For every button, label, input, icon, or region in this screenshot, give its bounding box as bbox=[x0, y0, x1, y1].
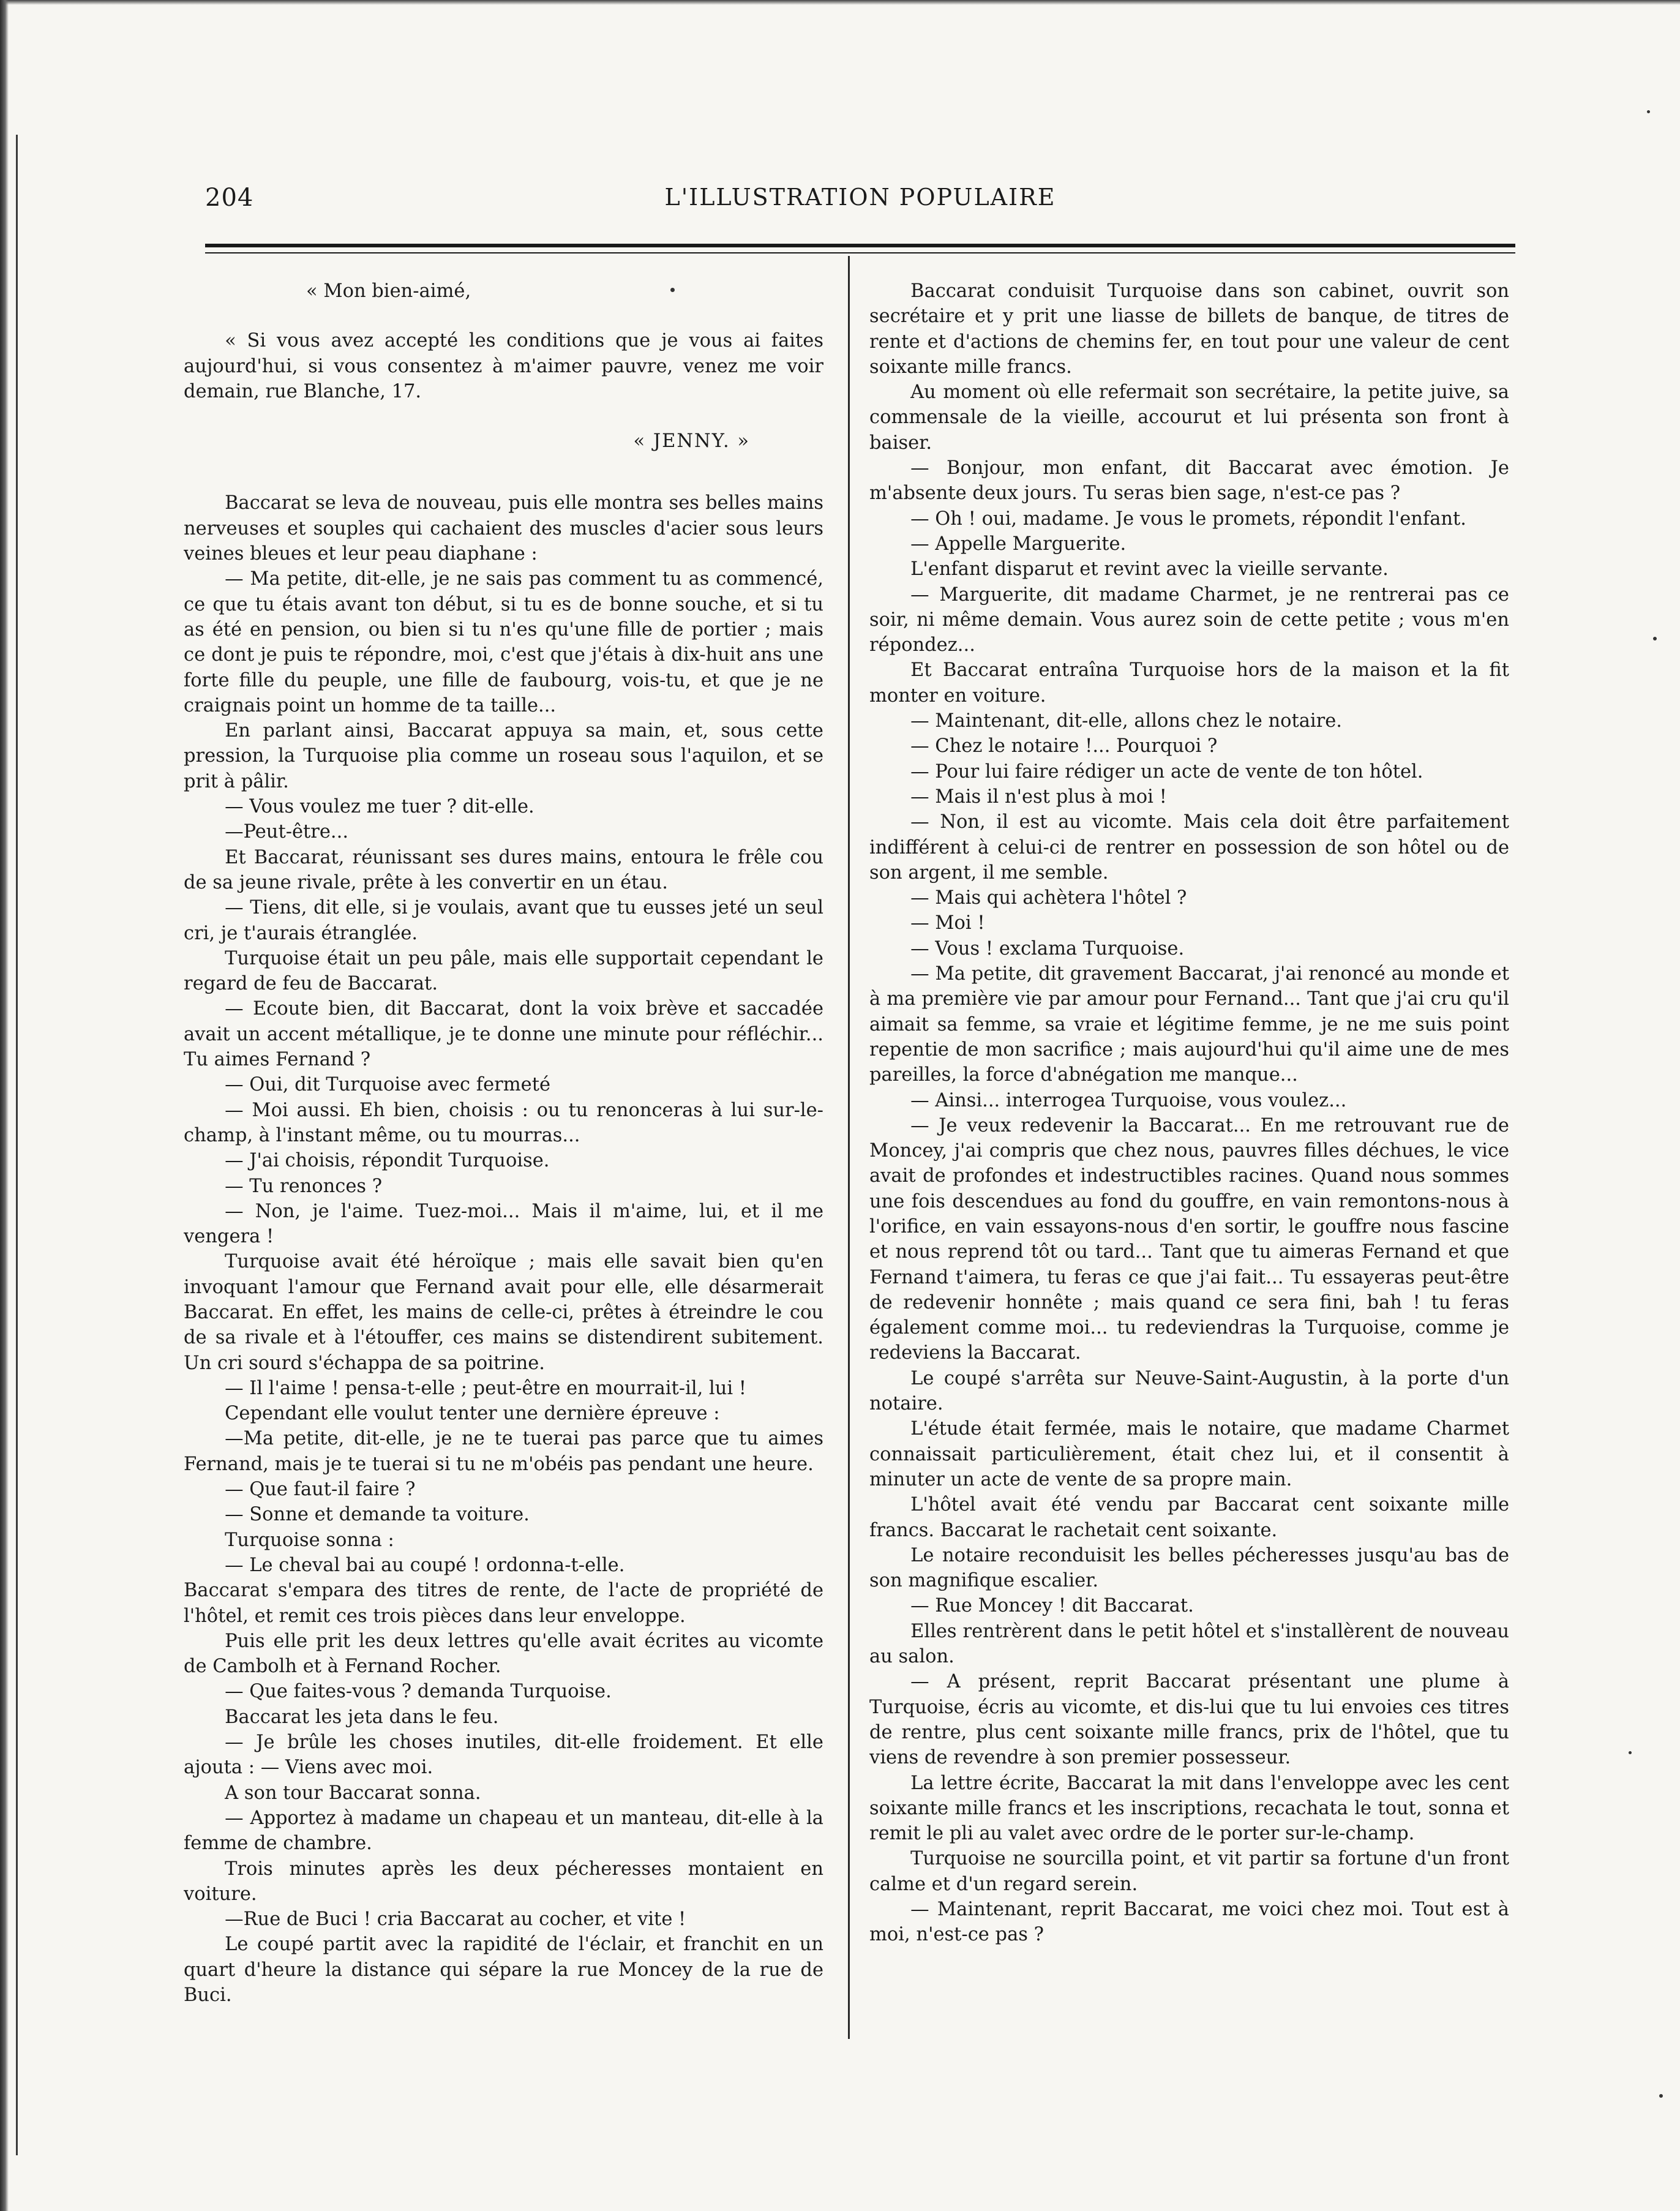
paragraph: — Que faut-il faire ? bbox=[225, 1479, 416, 1501]
paragraph: — Il l'aime ! pensa-t-elle ; peut-être en mourrait-il, lui ! bbox=[225, 1377, 747, 1399]
paragraph: —Ma petite, dit-elle, je ne te tuerai pas parce que tu aimes Fernand, mais je te tuerai si tu ne m'obéis pas pendant une heure. bbox=[184, 1428, 823, 1475]
paragraph: Le coupé partit avec la rapidité de l'éclair, et franchit en un quart d'heure la distance qui sépare la rue Moncey de la rue de Buci. bbox=[184, 1934, 823, 2006]
paragraph: — Moi aussi. Eh bien, choisis : ou tu renonceras à lui sur-le-champ, à l'instant même, ou tu mourras... bbox=[184, 1099, 823, 1146]
paragraph: — Pour lui faire rédiger un acte de vente de ton hôtel. bbox=[910, 760, 1423, 783]
scan-binding-line bbox=[16, 135, 18, 2155]
paragraph: —Peut-être... bbox=[225, 821, 349, 843]
paragraph: — Oh ! oui, madame. Je vous le promets, répondit l'enfant. bbox=[910, 508, 1466, 530]
paragraph: En parlant ainsi, Baccarat appuya sa main, et, sous cette pression, la Turquoise plia comme un roseau sous l'aquilon, et se prit à pâlir. bbox=[184, 720, 823, 792]
paragraph: L'hôtel avait été vendu par Baccarat cent soixante mille francs. Baccarat le rachetait cent soixante. bbox=[869, 1494, 1509, 1541]
print-speck bbox=[1629, 1751, 1632, 1754]
right-column bbox=[869, 279, 1509, 2042]
paragraph: Et Baccarat, réunissant ses dures mains, entoura le frêle cou de sa jeune rivale, prête à les convertir en un étau. bbox=[184, 846, 823, 893]
paragraph: — Marguerite, dit madame Charmet, je ne rentrerai pas ce soir, ni même demain. Vous aurez soin de cette petite ; vous m'en répondez... bbox=[869, 584, 1509, 656]
paragraph: A son tour Baccarat sonna. bbox=[225, 1782, 481, 1804]
running-title: L'ILLUSTRATION POPULAIRE bbox=[664, 184, 1056, 211]
paragraph: — Chez le notaire !... Pourquoi ? bbox=[910, 735, 1218, 757]
paragraph: — Que faites-vous ? demanda Turquoise. bbox=[225, 1681, 612, 1703]
print-speck bbox=[1659, 2094, 1663, 2098]
paragraph: La lettre écrite, Baccarat la mit dans l'enveloppe avec les cent soixante mille francs et les inscriptions, recachata le tout, sonna et remit le pli au valet avec ordre de le porter sur-le-champ. bbox=[869, 1772, 1509, 1845]
paragraph: Elles rentrèrent dans le petit hôtel et s'installèrent de nouveau au salon. bbox=[869, 1620, 1509, 1668]
paragraph: — Ecoute bien, dit Baccarat, dont la voix brève et saccadée avait un accent métallique, je te donne une minute pour réfléchir... Tu aimes Fernand ? bbox=[184, 998, 823, 1071]
left-column bbox=[184, 279, 823, 2042]
paragraph: — Ainsi... interrogea Turquoise, vous voulez... bbox=[910, 1089, 1347, 1111]
paragraph: Turquoise avait été héroïque ; mais elle savait bien qu'en invoquant l'amour que Fernand avait pour elle, elle désarmerait Baccarat. En effet, les mains de celle-ci, prêtes à étreindre le cou de sa rivale et à l'étouffer, ces mains se distendirent subitement. Un cri sourd s'échappa de sa poitrine. bbox=[184, 1251, 823, 1374]
scan-shadow-left bbox=[0, 0, 9, 2211]
paragraph: Baccarat s'empara des titres de rente, de l'acte de propriété de l'hôtel, et remit ces trois pièces dans leur enveloppe. bbox=[184, 1580, 823, 1627]
paragraph: — Vous ! exclama Turquoise. bbox=[910, 937, 1185, 959]
paragraph: — Ma petite, dit-elle, je ne sais pas comment tu as commencé, ce que tu étais avant ton début, si tu es de bonne souche, et si tu as été en pension, ou bien si tu n'es qu'une fille de portier ; mais ce dont je puis te répondre, moi, c'est que j'étais à dix-huit ans une forte fille du peuple, une fille de faubourg, vois-tu, et que je ne craignais point un homme de ta taille... bbox=[184, 568, 823, 716]
column-divider bbox=[848, 256, 850, 2039]
paragraph: — Ma petite, dit gravement Baccarat, j'ai renoncé au monde et à ma première vie par amour pour Fernand... Tant que j'ai cru qu'il aimait sa femme, sa vraie et légitime femme, je ne me suis point repentie de mon sacrifice ; mais aujourd'hui qu'il aime une de mes pareilles, la force d'abnégation me manque... bbox=[869, 963, 1509, 1086]
paragraph: Et Baccarat entraîna Turquoise hors de la maison et la fit monter en voiture. bbox=[869, 659, 1509, 707]
paragraph: — Oui, dit Turquoise avec fermeté bbox=[225, 1074, 550, 1096]
paragraph: Baccarat les jeta dans le feu. bbox=[225, 1706, 499, 1728]
paragraph: — Mais qui achètera l'hôtel ? bbox=[910, 887, 1187, 909]
paragraph: Cependant elle voulut tenter une dernière épreuve : bbox=[225, 1403, 720, 1425]
paragraph: — Vous voulez me tuer ? dit-elle. bbox=[225, 796, 534, 818]
paragraph: — J'ai choisis, répondit Turquoise. bbox=[225, 1150, 550, 1172]
paragraph: — Tu renonces ? bbox=[225, 1175, 383, 1197]
paragraph: — Moi ! bbox=[910, 912, 985, 934]
paragraph: — Non, je l'aime. Tuez-moi... Mais il m'aime, lui, et il me vengera ! bbox=[184, 1200, 823, 1248]
paragraph: Trois minutes après les deux pécheresses montaient en voiture. bbox=[184, 1858, 823, 1905]
paragraph: — Apportez à madame un chapeau et un manteau, dit-elle à la femme de chambre. bbox=[184, 1807, 823, 1855]
paragraph: — Maintenant, dit-elle, allons chez le notaire. bbox=[910, 710, 1342, 732]
paragraph: Au moment où elle refermait son secrétaire, la petite juive, sa commensale de la vieille, accourut et lui présenta son front à baiser. bbox=[869, 381, 1509, 454]
paragraph: Le notaire reconduisit les belles pécheresses jusqu'au bas de son magnifique escalier. bbox=[869, 1544, 1509, 1592]
letter-body: « Si vous avez accepté les conditions que je vous ai faites aujourd'hui, si vous consentez à m'aimer pauvre, venez me voir demain, rue Blanche, 17. bbox=[184, 330, 823, 402]
paragraph: — Sonne et demande ta voiture. bbox=[225, 1504, 530, 1526]
print-speck bbox=[670, 288, 675, 292]
paragraph: Turquoise ne sourcilla point, et vit partir sa fortune d'un front calme et d'un regard serein. bbox=[869, 1848, 1509, 1895]
paragraph: — Rue Moncey ! dit Baccarat. bbox=[910, 1595, 1194, 1617]
header-rule-thin bbox=[205, 252, 1515, 253]
paragraph: — A présent, reprit Baccarat présentant une plume à Turquoise, écris au vicomte, et dis-lui que tu lui envoies ces titres de rentre, plus cent soixante mille francs, prix de l'hôtel, que tu viens de revendre à son premier possesseur. bbox=[869, 1671, 1509, 1769]
letter-greeting: « Mon bien-aimé, bbox=[306, 280, 471, 302]
paragraph: — Le cheval bai au coupé ! ordonna-t-elle. bbox=[225, 1554, 625, 1576]
paragraph: Baccarat se leva de nouveau, puis elle montra ses belles mains nerveuses et souples qui cachaient des muscles d'acier sous leurs veines bleues et leur peau diaphane : bbox=[184, 492, 823, 565]
paragraph: — Appelle Marguerite. bbox=[910, 533, 1127, 555]
letter-signature: « JENNY. » bbox=[633, 430, 750, 452]
paragraph: — Bonjour, mon enfant, dit Baccarat avec émotion. Je m'absente deux jours. Tu seras bien sage, n'est-ce pas ? bbox=[869, 457, 1509, 505]
paragraph: — Je veux redevenir la Baccarat... En me retrouvant rue de Moncey, j'ai compris que chez nous, pauvres filles déchues, le vice avait de profondes et indestructibles racines. Quand nous sommes une fois descendues au fond du gouffre, en vain remontons-nous à l'orifice, en vain essayons-nous d'en sortir, le gouffre nous fascine et nous reprend tôt ou tard... Tant que tu aimeras Fernand et que Fernand t'aimera, tu feras ce que j'ai fait... Tu essayeras peut-être de redevenir honnête ; mais quand ce sera fini, bah ! tu feras également comme moi... tu redeviendras la Turquoise, comme je redeviens la Baccarat. bbox=[869, 1114, 1509, 1364]
paragraph: Le coupé s'arrêta sur Neuve-Saint-Augustin, à la porte d'un notaire. bbox=[869, 1367, 1509, 1415]
paragraph: — Tiens, dit elle, si je voulais, avant que tu eusses jeté un seul cri, je t'aurais étranglée. bbox=[184, 897, 823, 944]
paragraph: — Maintenant, reprit Baccarat, me voici chez moi. Tout est à moi, n'est-ce pas ? bbox=[869, 1899, 1509, 1946]
paragraph: L'étude était fermée, mais le notaire, que madame Charmet connaissait particulièrement, était chez lui, et il consentit à minuter un acte de vente de sa propre main. bbox=[869, 1418, 1509, 1490]
paragraph: Turquoise sonna : bbox=[225, 1529, 394, 1551]
paragraph: — Je brûle les choses inutiles, dit-elle froidement. Et elle ajouta : — Viens avec moi. bbox=[184, 1732, 823, 1779]
paragraph: — Non, il est au vicomte. Mais cela doit être parfaitement indifférent à celui-ci de rentrer en possession de son hôtel ou de son argent, il me semble. bbox=[869, 811, 1509, 884]
paragraph: Baccarat conduisit Turquoise dans son cabinet, ouvrit son secrétaire et y prit une liasse de billets de banque, de titres de rente et d'actions de chemins fer, en tout pour une valeur de cent soixante mille francs. bbox=[869, 280, 1509, 378]
paragraph: L'enfant disparut et revint avec la vieille servante. bbox=[910, 558, 1389, 580]
print-speck bbox=[1653, 637, 1657, 640]
header-rule-thick bbox=[205, 244, 1515, 247]
print-speck bbox=[1647, 110, 1650, 113]
page-header bbox=[205, 184, 1515, 214]
paragraph: —Rue de Buci ! cria Baccarat au cocher, et vite ! bbox=[225, 1909, 686, 1931]
paragraph: — Mais il n'est plus à moi ! bbox=[910, 786, 1167, 808]
paragraph: Puis elle prit les deux lettres qu'elle avait écrites au vicomte de Cambolh et à Fernand Rocher. bbox=[184, 1630, 823, 1678]
page-number: 204 bbox=[205, 184, 254, 212]
scan-shadow-top bbox=[0, 0, 1680, 5]
paragraph: Turquoise était un peu pâle, mais elle supportait cependant le regard de feu de Baccarat. bbox=[184, 947, 823, 995]
